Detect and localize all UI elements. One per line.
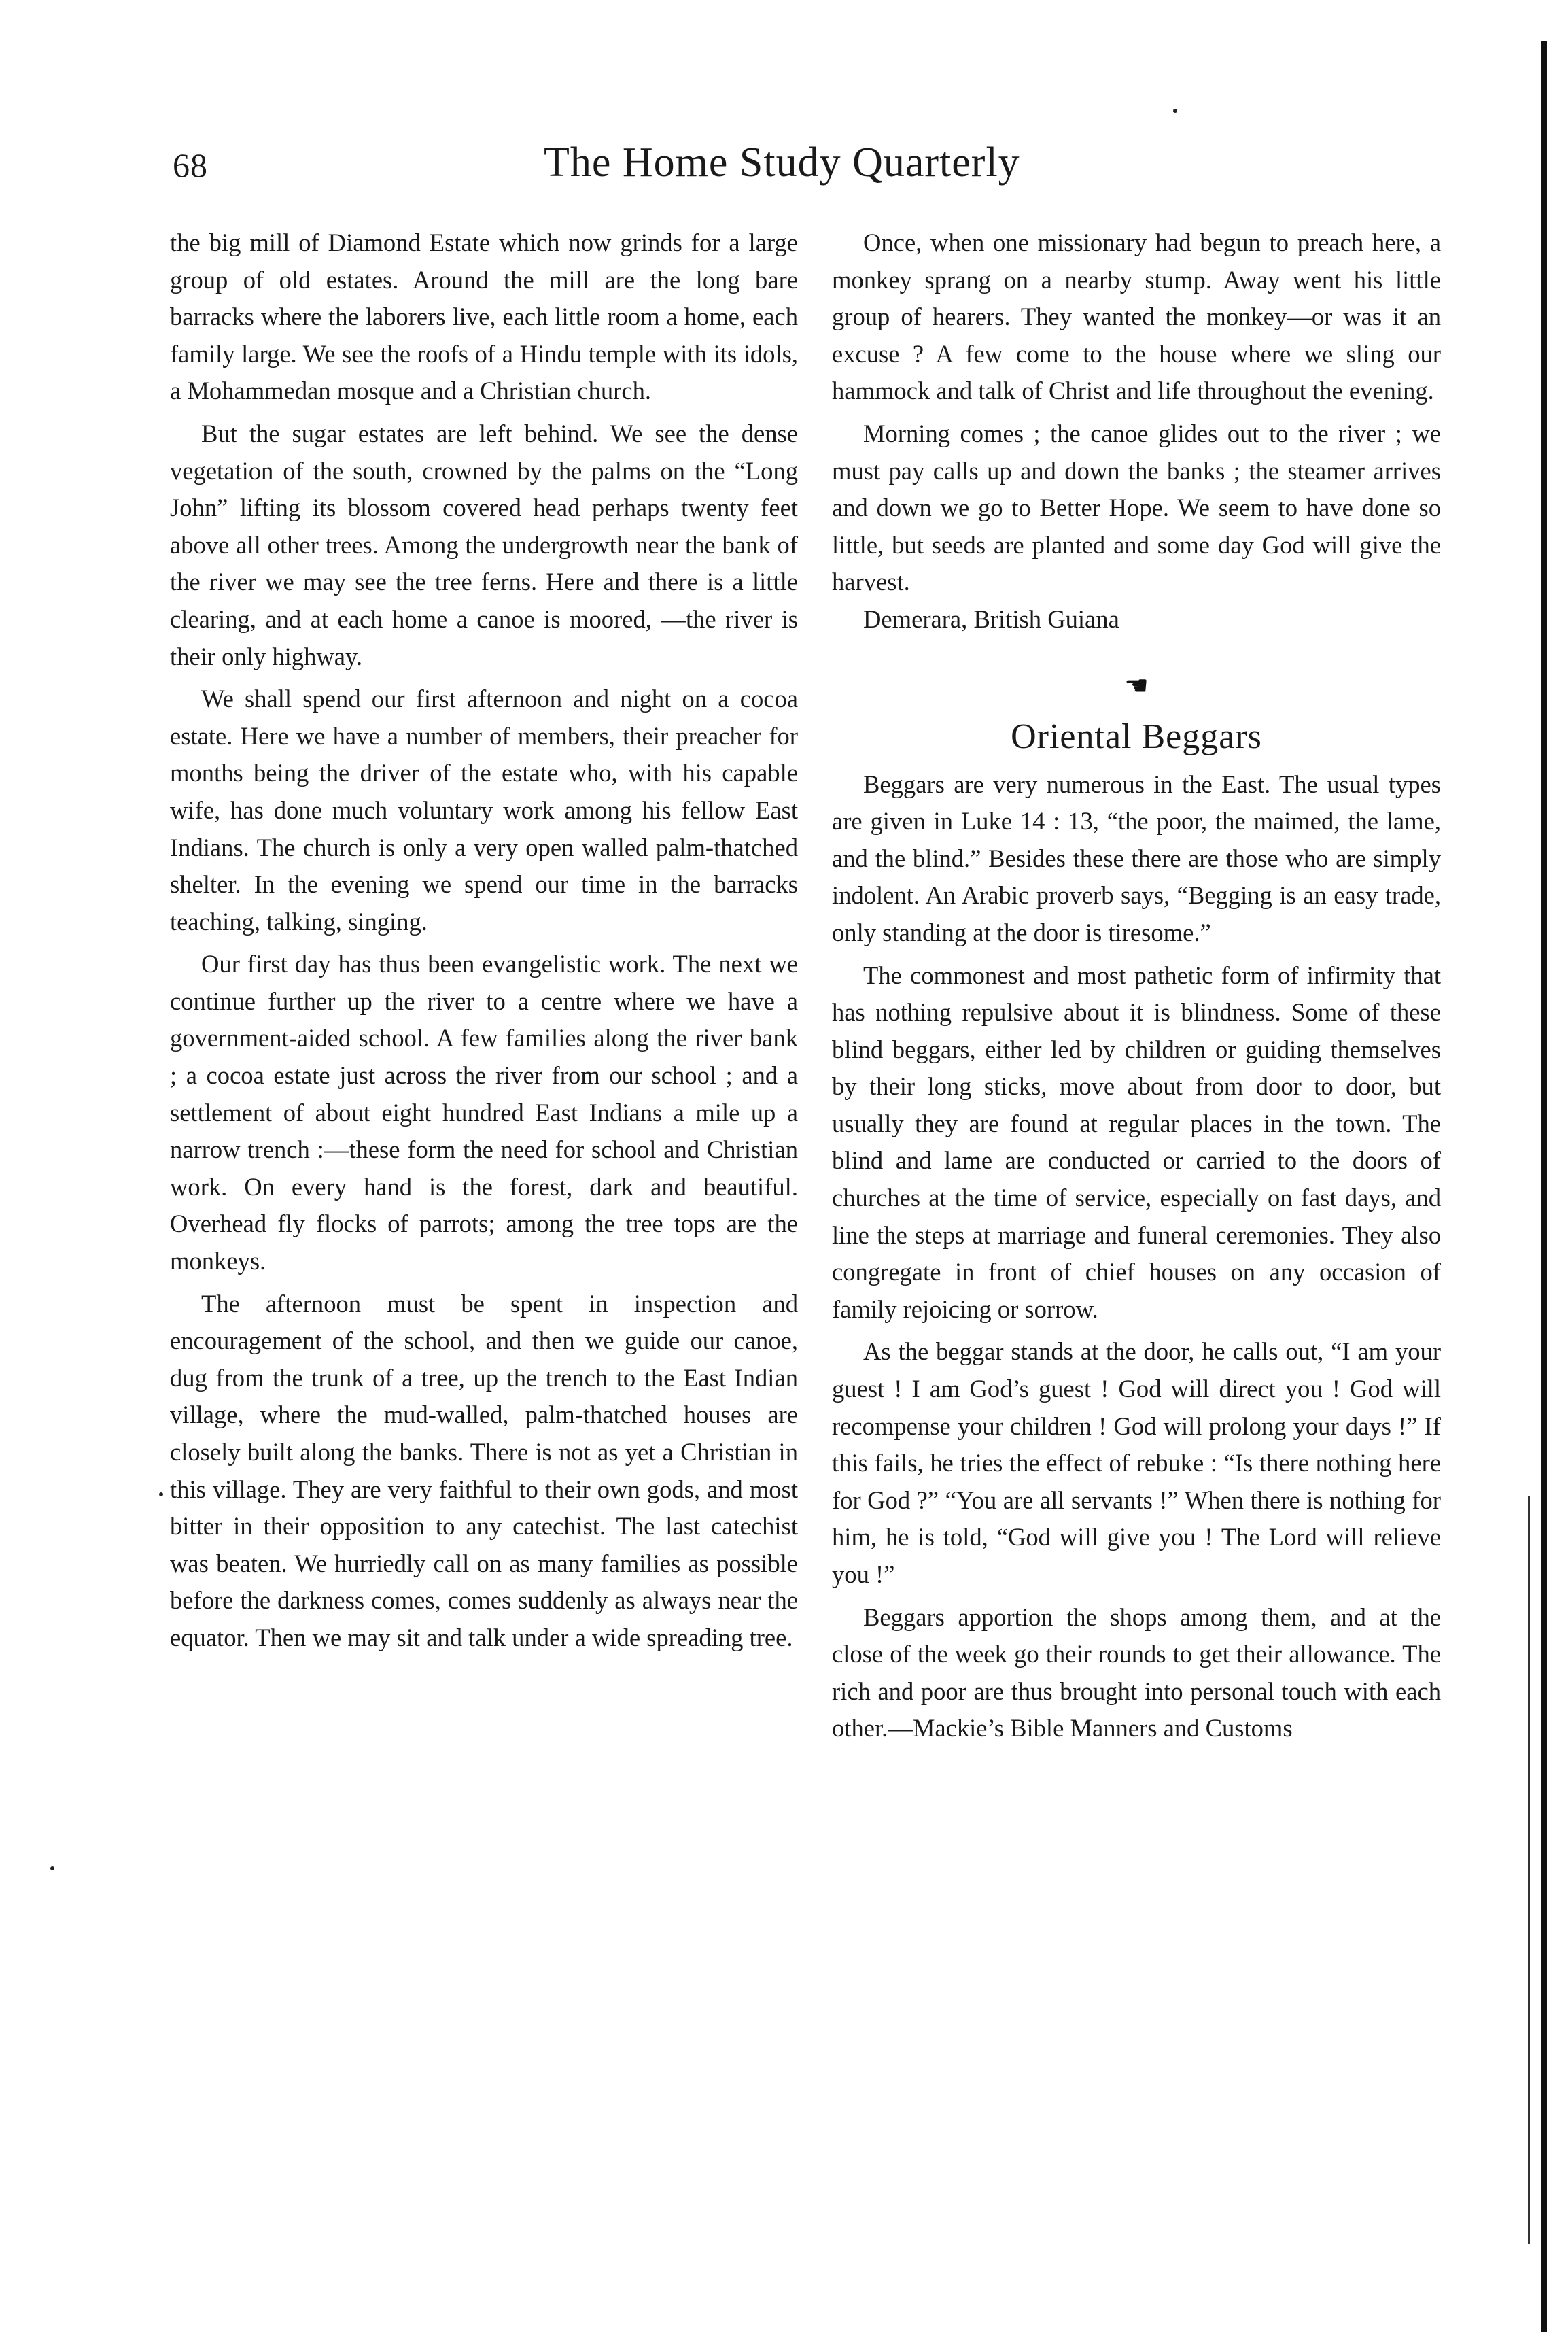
running-head — [163, 136, 1427, 197]
left-paragraph-5: The afternoon must be spent in inspection and encouragement of the school, and then we guide our canoe, dug from the trunk of a tree, up the trench to the East Indian village, where the mud-walled, palm-thatched houses are closely built along the banks. There is not as yet a Christian in this village. They are very faithful to their own gods, and most bitter in their opposition to any catechist. The last catechist was beaten. We hurriedly call on as many families as possible before the darkness comes, comes suddenly as always near the equator. Then we may sit and talk under a wide spreading tree. — [170, 1289, 798, 1651]
right-paragraph-6: Beggars apportion the shops among them, and at the close of the week go their rounds to get their allowance. The rich and poor are thus brought into personal touch with each other.—Mackie’s Bible Manners and Customs — [832, 1602, 1441, 1743]
page-number: 68 — [173, 146, 208, 184]
left-paragraph-2: But the sugar estates are left behind. We see the dense vegetation of the south, crowned by the palms on the “Long John” lifting its blossom covered head perhaps twenty feet above all other trees. Among the undergrowth near the bank of the river we may see the tree ferns. Here and there is a little clearing, and at each home a canoe is moored, —the river is their only highway. — [170, 419, 798, 670]
right-paragraph-1: Once, when one missionary had begun to preach here, a monkey sprang on a nearby stump. Away went his little group of hearers. They wanted the monkey—or was it an excuse ? A few come to the house where we sling our hammock and talk of Christ and life throughout the evening. — [832, 228, 1441, 405]
left-paragraph-4: Our first day has thus been evangelistic work. The next we continue further up the river to a centre where we have a government-aided school. A few families along the river bank ; a cocoa estate just across the river from our school ; and a settlement of about eight hundred East Indians a mile up a narrow trench :—these form the need for school and Christian work. On every hand is the forest, dark and beautiful. Overhead fly flocks of parrots; among the tree tops are the monkeys. — [170, 950, 798, 1275]
right-paragraph-5: As the beggar stands at the door, he calls out, “I am your guest ! I am God’s guest ! God will direct you ! God will recompense your children ! God will prolong your days !” If this fails, he tries the effect of rebuke : “Is there nothing here for God ?” “You are all servants !” When there is nothing for him, he is told, “God will give you ! The Lord will relieve you !” — [832, 1337, 1441, 1588]
left-paragraph-1: the big mill of Diamond Estate which now grinds for a large group of old estates. Around the mill are the long bare barracks where the laborers live, each little room a home, each family large. We see the roofs of a Hindu temple with its idols, a Mohammedan mosque and a Christian church. — [170, 228, 798, 405]
pointing-hand-ornament-icon: ☚ — [1124, 670, 1149, 701]
right-paragraph-3: Beggars are very numerous in the East. The usual types are given in Luke 14 : 13, “the poor, the maimed, the lame, and the blind.” Besides these there are those who are simply indolent. An Arabic proverb says, “Begging is an easy trade, only standing at the door is tiresome.” — [832, 770, 1441, 946]
page-edge-rule — [1541, 41, 1547, 2332]
right-column — [832, 224, 1441, 1753]
journal-title: The Home Study Quarterly — [544, 139, 1020, 186]
left-paragraph-3: We shall spend our first afternoon and night on a cocoa estate. Here we have a number of members, their preacher for months being the driver of the estate who, with his capable wife, has done much voluntary work among his fellow East Indians. The church is only a very open walled palm-thatched shelter. In the evening we spend our time in the barracks teaching, talking, singing. — [170, 685, 798, 936]
right-paragraph-2: Morning comes ; the canoe glides out to the river ; we must pay calls up and down the banks ; the steamer arrives and down we go to Better Hope. We seem to have done so little, but seeds are planted and some day God will give the harvest. — [832, 419, 1441, 596]
section-heading: Oriental Beggars — [1011, 717, 1262, 756]
dateline: Demerara, British Guiana — [863, 604, 1119, 633]
page-edge-shadow — [1528, 1496, 1530, 2244]
left-column — [170, 224, 798, 1662]
print-speck — [159, 1492, 163, 1496]
print-speck — [50, 1866, 54, 1870]
right-paragraph-4: The commonest and most pathetic form of infirmity that has nothing repulsive about it is blindness. Some of these blind beggars, either led by children or guiding themselves by their long sticks, move about from door to door, but usually they are found at regular places in the town. The blind and lame are conducted or carried to the doors of churches at the time of service, especially on fast days, and line the steps at marriage and funeral ceremonies. They also congregate in front of chief houses on any occasion of family rejoicing or sorrow. — [832, 961, 1441, 1323]
print-speck — [1173, 109, 1177, 113]
